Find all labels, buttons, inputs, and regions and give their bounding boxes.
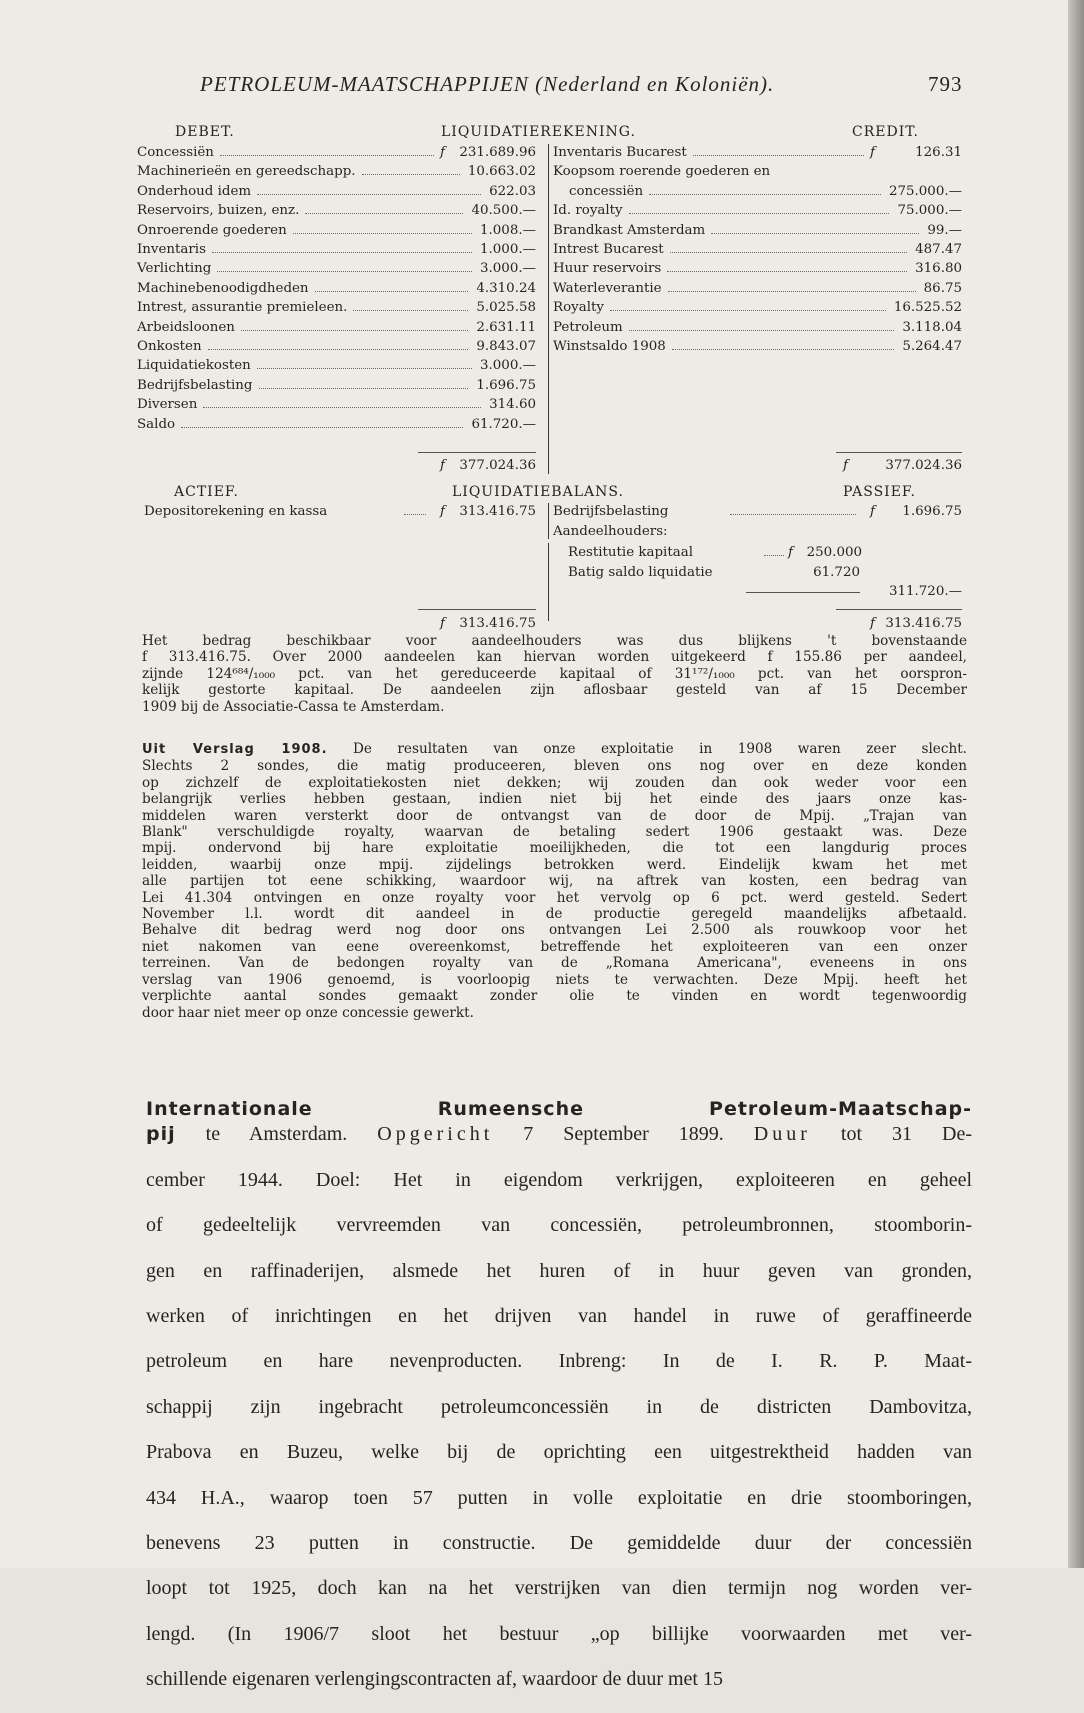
credit-amount: 75.000.— — [897, 203, 962, 219]
liquidatiebalans-title: LIQUIDATIEBALANS. — [452, 484, 624, 500]
credit-label: Koopsom roerende goederen en — [553, 164, 771, 180]
verslag-label: Uit Verslag 1908. — [142, 742, 328, 757]
debet-label: Arbeidsloonen — [137, 319, 235, 335]
line-text: Behalve dit bedrag werd nog door ons ontvangen Lei 2.500 als rouwkoop voor het — [142, 922, 967, 939]
text-line — [142, 775, 967, 791]
line-text: Lei 41.304 ontvingen en onze royalty voor het vervolg op 6 pct. werd gesteld. Sedert — [142, 889, 967, 906]
line-text: Prabova en Buzeu, welke bij de oprichting een uitgestrektheid hadden van — [146, 1441, 972, 1464]
currency-symbol: f — [870, 145, 875, 160]
debet-amount: 5.025.58 — [476, 300, 536, 316]
text-line — [142, 808, 967, 824]
text-line — [146, 1531, 972, 1556]
currency-symbol: f — [870, 616, 875, 631]
text-line — [142, 972, 967, 988]
text-line — [142, 791, 967, 807]
text-line — [142, 988, 967, 1004]
text-line — [142, 633, 967, 649]
total-amount: 313.416.75 — [885, 616, 962, 631]
company-location: te Amsterdam. — [175, 1123, 378, 1146]
line-text: werken of inrichtingen en het drijven van handel in ruwe of geraffineerde — [146, 1305, 972, 1328]
debet-amount: 1.008.— — [480, 222, 536, 238]
header-title: PETROLEUM-MAATSCHAPPIJEN (Nederland en Koloniën). — [200, 72, 775, 96]
credit-row — [0, 222, 962, 240]
restitutie-amount: 250.000 — [806, 545, 862, 560]
line-text: terreinen. Van de bedongen royalty van de „Romana Americana", eveneens in ons — [142, 955, 967, 972]
debet-amount: 4.310.24 — [476, 280, 536, 296]
line-text: alle partijen tot eene schikking, waardoor wij, na aftrek van kosten, een bedrag van — [142, 873, 967, 890]
text-line — [142, 906, 967, 922]
text-line — [142, 922, 967, 938]
restitutie-row — [0, 544, 880, 562]
debet-label: Onderhoud idem — [137, 183, 252, 199]
line-text: verplichte aantal sondes gemaakt zonder olie te vinden en wordt tegenwoordig — [142, 988, 967, 1005]
text-line — [146, 1349, 972, 1374]
passief-label: Bedrijfsbelasting — [553, 504, 669, 519]
text-line — [142, 873, 967, 889]
credit-amount: 5.264.47 — [902, 339, 962, 354]
total-rule-left — [418, 452, 536, 453]
text-line — [142, 682, 967, 698]
text-line — [142, 699, 967, 715]
line-text: verslag van 1906 genoemd, is voorloopig niets te verwachten. Deze Mpij. heeft het — [142, 971, 967, 988]
text-line — [146, 1213, 972, 1238]
debet-row — [0, 396, 536, 414]
passief-total — [0, 615, 962, 633]
duur-label: Duur — [753, 1123, 811, 1146]
debet-amount: 314.60 — [489, 397, 536, 413]
text-line — [142, 824, 967, 840]
text-line — [142, 1005, 967, 1021]
currency-symbol: f — [843, 458, 848, 473]
text-line — [142, 939, 967, 955]
text-line — [146, 1486, 972, 1511]
batig-saldo-label: Batig saldo liquidatie — [568, 565, 713, 580]
debet-row — [0, 357, 536, 375]
debet-amount: 9.843.07 — [476, 339, 536, 354]
duur-value: tot 31 De- — [810, 1123, 972, 1146]
currency-symbol: f — [440, 458, 445, 473]
text-line — [142, 857, 967, 873]
text-line — [142, 840, 967, 856]
page-edge — [1068, 0, 1084, 1568]
debet-label: Saldo — [137, 416, 176, 432]
debet-label: Machinebenoodigdheden — [137, 280, 309, 296]
debet-amount: 3.000.— — [480, 358, 536, 374]
line-text: loopt tot 1925, doch kan na het verstrijken van dien termijn nog worden ver- — [146, 1577, 972, 1600]
credit-amount: 16.525.52 — [893, 300, 962, 316]
credit-label: Royalty — [553, 300, 604, 316]
debet-heading: DEBET. — [175, 124, 235, 140]
line-text: leidden, waarbij onze mpij. zijdelings betrokken werd. Eindelijk kwam het met — [142, 856, 967, 873]
balans-total-rule-right — [836, 609, 962, 610]
text-line — [146, 1168, 972, 1193]
credit-row — [0, 280, 962, 298]
text-line — [146, 1440, 972, 1465]
text-line — [142, 741, 967, 758]
text-line — [142, 955, 967, 971]
debet-row — [0, 377, 536, 395]
credit-row — [0, 163, 962, 181]
debet-amount: 1.696.75 — [476, 377, 536, 393]
credit-label: Huur reservoirs — [553, 261, 662, 277]
debet-label: Bedrijfsbelasting — [137, 377, 253, 393]
credit-row — [0, 299, 962, 317]
line-text: kelijk gestorte kapitaal. De aandeelen zijn aflosbaar gesteld van af 15 December — [142, 682, 967, 699]
aandeelhouders-label: Aandeelhouders: — [553, 524, 668, 539]
text-line — [142, 649, 967, 665]
company-entry — [146, 1097, 972, 1713]
line-text: op zichzelf de exploitatiekosten niet dekken; wij zouden dan ook weder voor een — [142, 774, 967, 791]
debet-label: Liquidatiekosten — [137, 358, 251, 374]
line-text: 434 H.A., waarop toen 57 putten in volle exploitatie en drie stoomboringen, — [146, 1486, 972, 1509]
batig-saldo-amount: 61.720 — [813, 565, 860, 580]
passief-subtotal: 311.720.— — [888, 584, 962, 599]
credit-amount: 99.— — [927, 222, 962, 238]
line-text: cember 1944. Doel: Het in eigendom verkrijgen, exploiteeren en geheel — [146, 1168, 972, 1191]
total-amount: 313.416.75 — [459, 616, 536, 631]
text-line — [146, 1304, 972, 1329]
text-line — [146, 1622, 972, 1647]
column-divider — [548, 144, 549, 474]
debet-amount: 40.500.— — [471, 203, 536, 219]
company-name-line2: pij — [146, 1123, 176, 1146]
debet-label: Onkosten — [137, 339, 202, 354]
credit-label: Intrest Bucarest — [553, 242, 664, 257]
line-text: gen en raffinaderijen, alsmede het huren of in huur geven van gronden, — [146, 1259, 972, 1282]
debet-row — [0, 416, 536, 434]
credit-row — [0, 319, 962, 337]
line-text: schappij zijn ingebracht petroleumconcessiën in de districten Dambovitza, — [146, 1395, 972, 1418]
debet-amount: 1.000.— — [480, 242, 536, 257]
debet-amount: 3.000.— — [480, 261, 536, 277]
opgericht-label: Opgericht — [377, 1123, 494, 1146]
line-text: 1909 bij de Associatie-Cassa te Amsterdam. — [142, 698, 445, 715]
actief-heading: ACTIEF. — [174, 484, 239, 500]
passief-subtotal-row — [0, 583, 962, 601]
passief-bedrijfsbelasting-row — [0, 503, 962, 521]
passief-heading: PASSIEF. — [843, 484, 916, 500]
credit-label: Inventaris Bucarest — [553, 145, 687, 160]
currency-symbol: f — [440, 504, 445, 519]
batig-saldo-row — [0, 564, 880, 582]
credit-row — [0, 183, 962, 201]
credit-amount: 86.75 — [923, 280, 962, 296]
actief-label: Depositorekening en kassa — [144, 504, 328, 519]
debet-label: Reservoirs, buizen, enz. — [137, 203, 300, 219]
total-amount: 377.024.36 — [885, 458, 962, 473]
debet-label: Verlichting — [137, 261, 212, 277]
verslag-1908-paragraph — [142, 741, 967, 1021]
restitutie-label: Restitutie kapitaal — [568, 545, 693, 560]
debet-amount: 622.03 — [489, 183, 536, 199]
line-text: benevens 23 putten in constructie. De gemiddelde duur der concessiën — [146, 1532, 972, 1555]
text-line — [142, 758, 967, 774]
line-text: Slechts 2 sondes, die matig produceeren, bleven ons nog over en deze konden — [142, 758, 967, 775]
text-line — [146, 1259, 972, 1284]
credit-label: Winstsaldo 1908 — [553, 339, 666, 354]
credit-amount: 126.31 — [915, 145, 962, 160]
debet-label: Intrest, assurantie premieleen. — [137, 300, 348, 316]
page-number: 793 — [928, 72, 963, 96]
company-description — [146, 1168, 972, 1693]
credit-label: Waterleverantie — [553, 280, 662, 296]
credit-amount: 316.80 — [915, 261, 962, 277]
line-text: of gedeeltelijk vervreemden van concessiën, petroleumbronnen, stoomborin- — [146, 1214, 972, 1237]
text-line — [142, 666, 967, 682]
debet-label: Diversen — [137, 397, 198, 413]
debet-amount: 61.720.— — [471, 416, 536, 432]
line-text: lengd. (In 1906/7 sloot het bestuur „op billijke voorwaarden met ver- — [146, 1622, 972, 1645]
text-line — [142, 890, 967, 906]
actief-amount: 313.416.75 — [459, 504, 536, 519]
line-text: schillende eigenaren verlengingscontracten af, waardoor de duur met 15 — [146, 1668, 723, 1691]
credit-total — [0, 457, 962, 475]
credit-row — [0, 202, 962, 220]
credit-row — [0, 338, 962, 356]
credit-label: Petroleum — [553, 319, 623, 335]
debet-amount: 231.689.96 — [459, 145, 536, 160]
credit-label: Brandkast Amsterdam — [553, 222, 706, 238]
debet-label: Concessiën — [137, 145, 214, 160]
currency-symbol: f — [440, 616, 445, 631]
currency-symbol: f — [870, 504, 875, 519]
credit-amount: 275.000.— — [888, 183, 962, 199]
liquidation-summary-paragraph — [142, 633, 967, 715]
liquidatierekening-title: LIQUIDATIEREKENING. — [441, 124, 636, 140]
currency-symbol: f — [440, 145, 445, 160]
passief-amount: 1.696.75 — [902, 504, 962, 519]
credit-row — [0, 241, 962, 259]
line-text: belangrijk verlies hebben gestaan, indien niet bij het einde des jaars onze kas- — [142, 791, 967, 808]
text-line — [146, 1395, 972, 1420]
debet-label: Onroerende goederen — [137, 222, 287, 238]
credit-row — [0, 260, 962, 278]
text-line — [146, 1667, 972, 1692]
credit-label: concessiën — [569, 183, 644, 199]
line-text: zijnde 124⁶⁸⁴/₁₀₀₀ pct. van het gereduceerde kapitaal of 31¹⁷²/₁₀₀₀ pct. van het oorspron- — [142, 665, 967, 682]
line-text: Blank" verschuldigde royalty, waarvan de betaling sedert 1906 gestaakt was. Deze — [142, 824, 967, 841]
line-text: De resultaten van onze exploitatie in 1908 waren zeer slecht. — [353, 741, 967, 757]
debet-label: Machinerieën en gereedschapp. — [137, 164, 356, 180]
running-header — [200, 72, 990, 97]
credit-label: Id. royalty — [553, 203, 623, 219]
opgericht-value: 7 September 1899. — [493, 1123, 754, 1146]
total-rule-right — [836, 452, 962, 453]
line-text: niet nakomen van eene overeenkomst, betreffende het exploiteeren van een onzer — [142, 938, 967, 955]
credit-heading: CREDIT. — [852, 124, 919, 140]
credit-amount: 3.118.04 — [902, 319, 962, 335]
line-text: f 313.416.75. Over 2000 aandeelen kan hiervan worden uitgekeerd f 155.86 per aandeel, — [142, 649, 967, 666]
line-text: petroleum en hare nevenproducten. Inbreng: In de I. R. P. Maat- — [146, 1350, 972, 1373]
debet-label: Inventaris — [137, 242, 206, 257]
currency-symbol: f — [788, 545, 793, 560]
line-text: November l.l. wordt dit aandeel in de productie geregeld maandelijks afbetaald. — [142, 906, 967, 923]
line-text: door haar niet meer op onze concessie gewerkt. — [142, 1004, 474, 1021]
text-line — [146, 1576, 972, 1601]
total-amount: 377.024.36 — [459, 458, 536, 473]
credit-amount: 487.47 — [915, 242, 962, 257]
line-text: mpij. ondervond bij hare exploitatie moeilijkheden, die tot een langdurig proces — [142, 840, 967, 857]
balans-total-rule-left — [418, 609, 536, 610]
company-name-line1: Internationale Rumeensche Petroleum-Maatschap- — [146, 1098, 972, 1120]
line-text: Het bedrag beschikbaar voor aandeelhouders was dus blijkens 't bovenstaande — [142, 633, 967, 649]
credit-row — [0, 144, 962, 162]
debet-amount: 10.663.02 — [467, 164, 536, 180]
line-text: middelen waren versterkt door de ontvangst van de door de Mpij. „Trajan van — [142, 807, 967, 824]
debet-amount: 2.631.11 — [476, 319, 536, 335]
